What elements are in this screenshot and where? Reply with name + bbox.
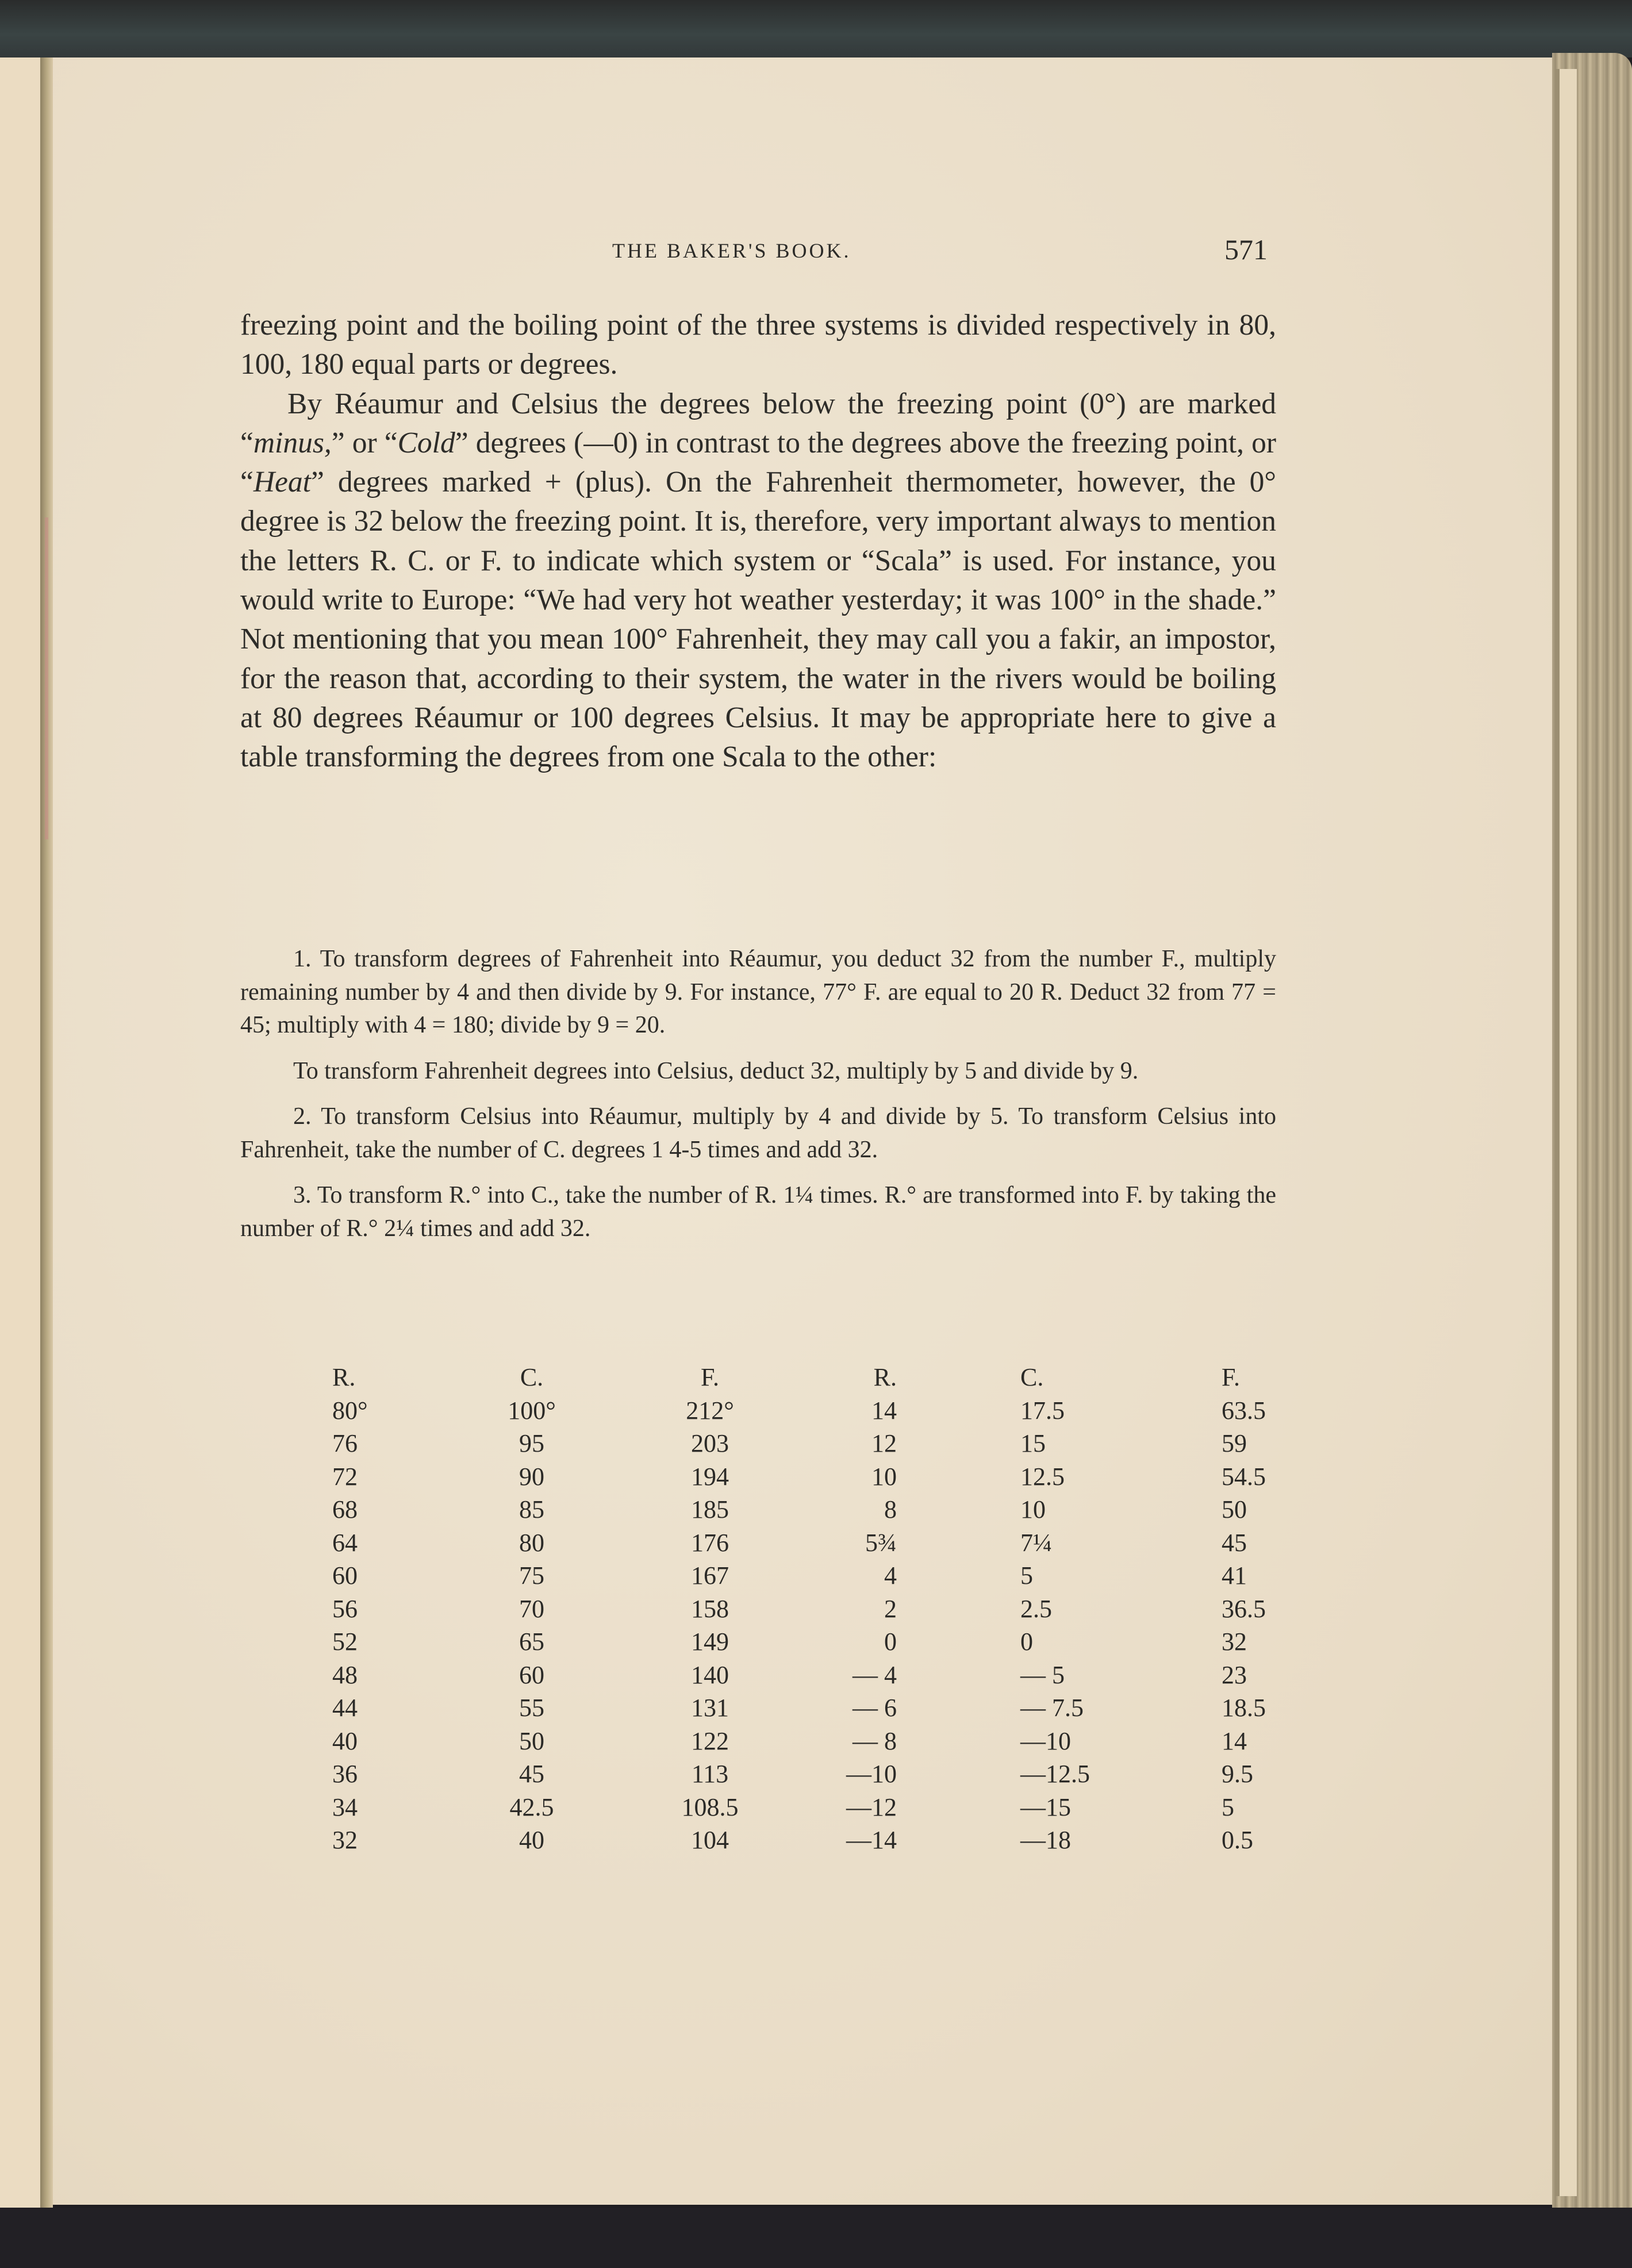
table-cell: 63.5 [1222, 1396, 1266, 1425]
table-cell: 167 [691, 1561, 729, 1590]
table-cell: 17.5 [1020, 1396, 1065, 1425]
rule-3: 3. To transform R.° into C., take the number of R. 1¼ times. R.° are transformed into F. by taking the number of R.° 2¼ times and add 32. [240, 1182, 1276, 1242]
table-cell: 70 [519, 1594, 544, 1623]
table-cell: 60 [332, 1561, 358, 1590]
table-row [0, 1726, 1632, 1760]
header-reaumur: R. [332, 1363, 356, 1391]
table-cell: 59 [1222, 1429, 1247, 1457]
table-cell: 34 [332, 1793, 358, 1821]
italic-heat: Heat [253, 466, 311, 499]
table-cell: 7¼ [1020, 1528, 1052, 1557]
table-cell: 50 [519, 1726, 544, 1755]
running-head [0, 233, 1632, 267]
table-cell: —10 [846, 1760, 897, 1788]
table-cell: 176 [691, 1528, 729, 1557]
table-cell: 122 [691, 1726, 729, 1755]
table-cell: 5 [1222, 1793, 1234, 1821]
table-cell: 10 [871, 1462, 897, 1491]
text-run: By Réaumur and Celsius the degrees below the freezing point (0°) are marked “ [240, 387, 1276, 459]
table-cell: 104 [691, 1826, 729, 1854]
table-header-row [0, 1363, 1632, 1396]
table-cell: 41 [1222, 1561, 1247, 1590]
table-cell: 65 [519, 1628, 544, 1656]
conversion-table [0, 1363, 1632, 1859]
table-row [0, 1693, 1632, 1726]
table-cell: 90 [519, 1462, 544, 1491]
table-cell: 12.5 [1020, 1462, 1065, 1491]
table-row [0, 1793, 1632, 1826]
table-cell: 80° [332, 1396, 368, 1425]
table-cell: 100° [508, 1396, 556, 1425]
table-cell: 55 [519, 1694, 544, 1722]
table-cell: 52 [332, 1628, 358, 1656]
table-cell: 14 [871, 1396, 897, 1425]
table-cell: 42.5 [509, 1793, 554, 1821]
table-cell: 9.5 [1222, 1760, 1253, 1788]
table-cell: 12 [871, 1429, 897, 1457]
table-row [0, 1660, 1632, 1694]
table-cell: — 8 [853, 1726, 897, 1755]
conversion-rules [240, 943, 1276, 1258]
table-row [0, 1429, 1632, 1462]
table-cell: 140 [691, 1660, 729, 1689]
table-cell: — 5 [1020, 1660, 1065, 1689]
italic-minus: minus, [253, 426, 332, 459]
table-cell: 15 [1020, 1429, 1046, 1457]
table-cell: 5¾ [865, 1528, 897, 1557]
table-cell: 36 [332, 1760, 358, 1788]
table-cell: —10 [1020, 1726, 1071, 1755]
table-cell: 0 [884, 1628, 897, 1656]
header-reaumur-2: R. [873, 1363, 897, 1391]
table-cell: 2 [884, 1594, 897, 1623]
table-cell: — 6 [853, 1694, 897, 1722]
table-cell: 108.5 [681, 1793, 739, 1821]
table-row [0, 1528, 1632, 1561]
text-run: ” degrees marked + (plus). On the Fahrenheit thermometer, however, the 0° degree is 32 below the freezing point. It is, therefore, very important always to mention the letters R. C. or F. to indicate which system or “Scala” is used. For instance, you would write to Europe: “We had very hot weather yesterday; it was 100° in the shade.” Not mentioning that you mean 100° Fahrenheit, they may call you a fakir, an impostor, for the reason that, according to their system, the water in the rivers would be boiling at 80 degrees Réaumur or 100 degrees Celsius. It may be appropriate here to give a table transforming the degrees from one Scala to the other: [240, 466, 1276, 774]
table-cell: — 4 [853, 1660, 897, 1689]
table-cell: 56 [332, 1594, 358, 1623]
table-cell: 194 [691, 1462, 729, 1491]
table-row [0, 1561, 1632, 1594]
running-title: THE BAKER'S BOOK. [612, 239, 851, 262]
table-cell: —12.5 [1020, 1760, 1090, 1788]
table-cell: 45 [1222, 1528, 1247, 1557]
table-cell: 60 [519, 1660, 544, 1689]
paragraph-continuation: freezing point and the boiling point of the three systems is divided respectively in 80, 100, 180 equal parts or degrees. [240, 309, 1276, 381]
table-cell: 203 [691, 1429, 729, 1457]
table-cell: —15 [1020, 1793, 1071, 1821]
table-cell: 0.5 [1222, 1826, 1253, 1854]
rule-1: 1. To transform degrees of Fahrenheit into Réaumur, you deduct 32 from the number F., multiply remaining number by 4 and then divide by 9. For instance, 77° F. are equal to 20 R. Deduct 32 from 77 = 45; multiply with 4 = 180; divide by 9 = 20. [240, 946, 1276, 1038]
header-fahrenheit: F. [701, 1363, 719, 1391]
page-number: 571 [1224, 233, 1268, 266]
rule-2: 2. To transform Celsius into Réaumur, multiply by 4 and divide by 5. To transform Celsius into Fahrenheit, take the number of C. degrees 1 4-5 times and add 32. [240, 1103, 1276, 1163]
body-text [240, 306, 1276, 777]
header-celsius-2: C. [1020, 1363, 1044, 1391]
table-cell: —12 [846, 1793, 897, 1821]
rule-1b: To transform Fahrenheit degrees into Celsius, deduct 32, multiply by 5 and divide by 9. [293, 1057, 1139, 1084]
table-row [0, 1759, 1632, 1793]
table-cell: 212° [686, 1396, 734, 1425]
table-row [0, 1462, 1632, 1495]
book-gutter [40, 57, 53, 2208]
table-cell: 40 [332, 1726, 358, 1755]
table-row [0, 1396, 1632, 1429]
table-cell: 131 [691, 1694, 729, 1722]
page-stack-inner [1555, 69, 1577, 2196]
table-cell: 68 [332, 1495, 358, 1523]
table-cell: 54.5 [1222, 1462, 1266, 1491]
gutter-ribbon [45, 517, 48, 839]
table-row [0, 1627, 1632, 1660]
table-cell: —14 [846, 1826, 897, 1854]
table-cell: 18.5 [1222, 1694, 1266, 1722]
table-cell: 44 [332, 1694, 358, 1722]
table-cell: 72 [332, 1462, 358, 1491]
table-cell: 76 [332, 1429, 358, 1457]
table-cell: 75 [519, 1561, 544, 1590]
table-cell: 36.5 [1222, 1594, 1266, 1623]
table-cell: 4 [884, 1561, 897, 1590]
table-cell: 2.5 [1020, 1594, 1052, 1623]
table-row [0, 1495, 1632, 1528]
table-cell: 45 [519, 1760, 544, 1788]
table-cell: — 7.5 [1020, 1694, 1084, 1722]
table-cell: 14 [1222, 1726, 1247, 1755]
header-celsius: C. [520, 1363, 544, 1391]
table-cell: 32 [332, 1826, 358, 1854]
table-cell: 40 [519, 1826, 544, 1854]
table-cell: 23 [1222, 1660, 1247, 1689]
text-run: ” degrees (—0) in contrast to the degrees above the freezing point, or “ [240, 426, 1276, 499]
table-cell: 8 [884, 1495, 897, 1523]
italic-cold: Cold [397, 426, 455, 459]
table-row [0, 1825, 1632, 1859]
table-cell: 80 [519, 1528, 544, 1557]
table-cell: 10 [1020, 1495, 1046, 1523]
table-cell: 85 [519, 1495, 544, 1523]
table-cell: 48 [332, 1660, 358, 1689]
table-cell: 95 [519, 1429, 544, 1457]
table-cell: 185 [691, 1495, 729, 1523]
header-fahrenheit-2: F. [1222, 1363, 1240, 1391]
table-cell: —18 [1020, 1826, 1071, 1854]
table-cell: 158 [691, 1594, 729, 1623]
book-cover-bottom [0, 2208, 1632, 2268]
table-cell: 50 [1222, 1495, 1247, 1523]
table-cell: 0 [1020, 1628, 1033, 1656]
table-cell: 5 [1020, 1561, 1033, 1590]
paragraph-scales [240, 385, 1276, 777]
table-cell: 113 [691, 1760, 729, 1788]
book-cover-top [0, 0, 1632, 57]
table-cell: 149 [691, 1628, 729, 1656]
facing-page-edge [0, 57, 40, 2208]
table-row [0, 1594, 1632, 1628]
text-run: ” or “ [331, 426, 398, 459]
table-cell: 32 [1222, 1628, 1247, 1656]
table-cell: 64 [332, 1528, 358, 1557]
